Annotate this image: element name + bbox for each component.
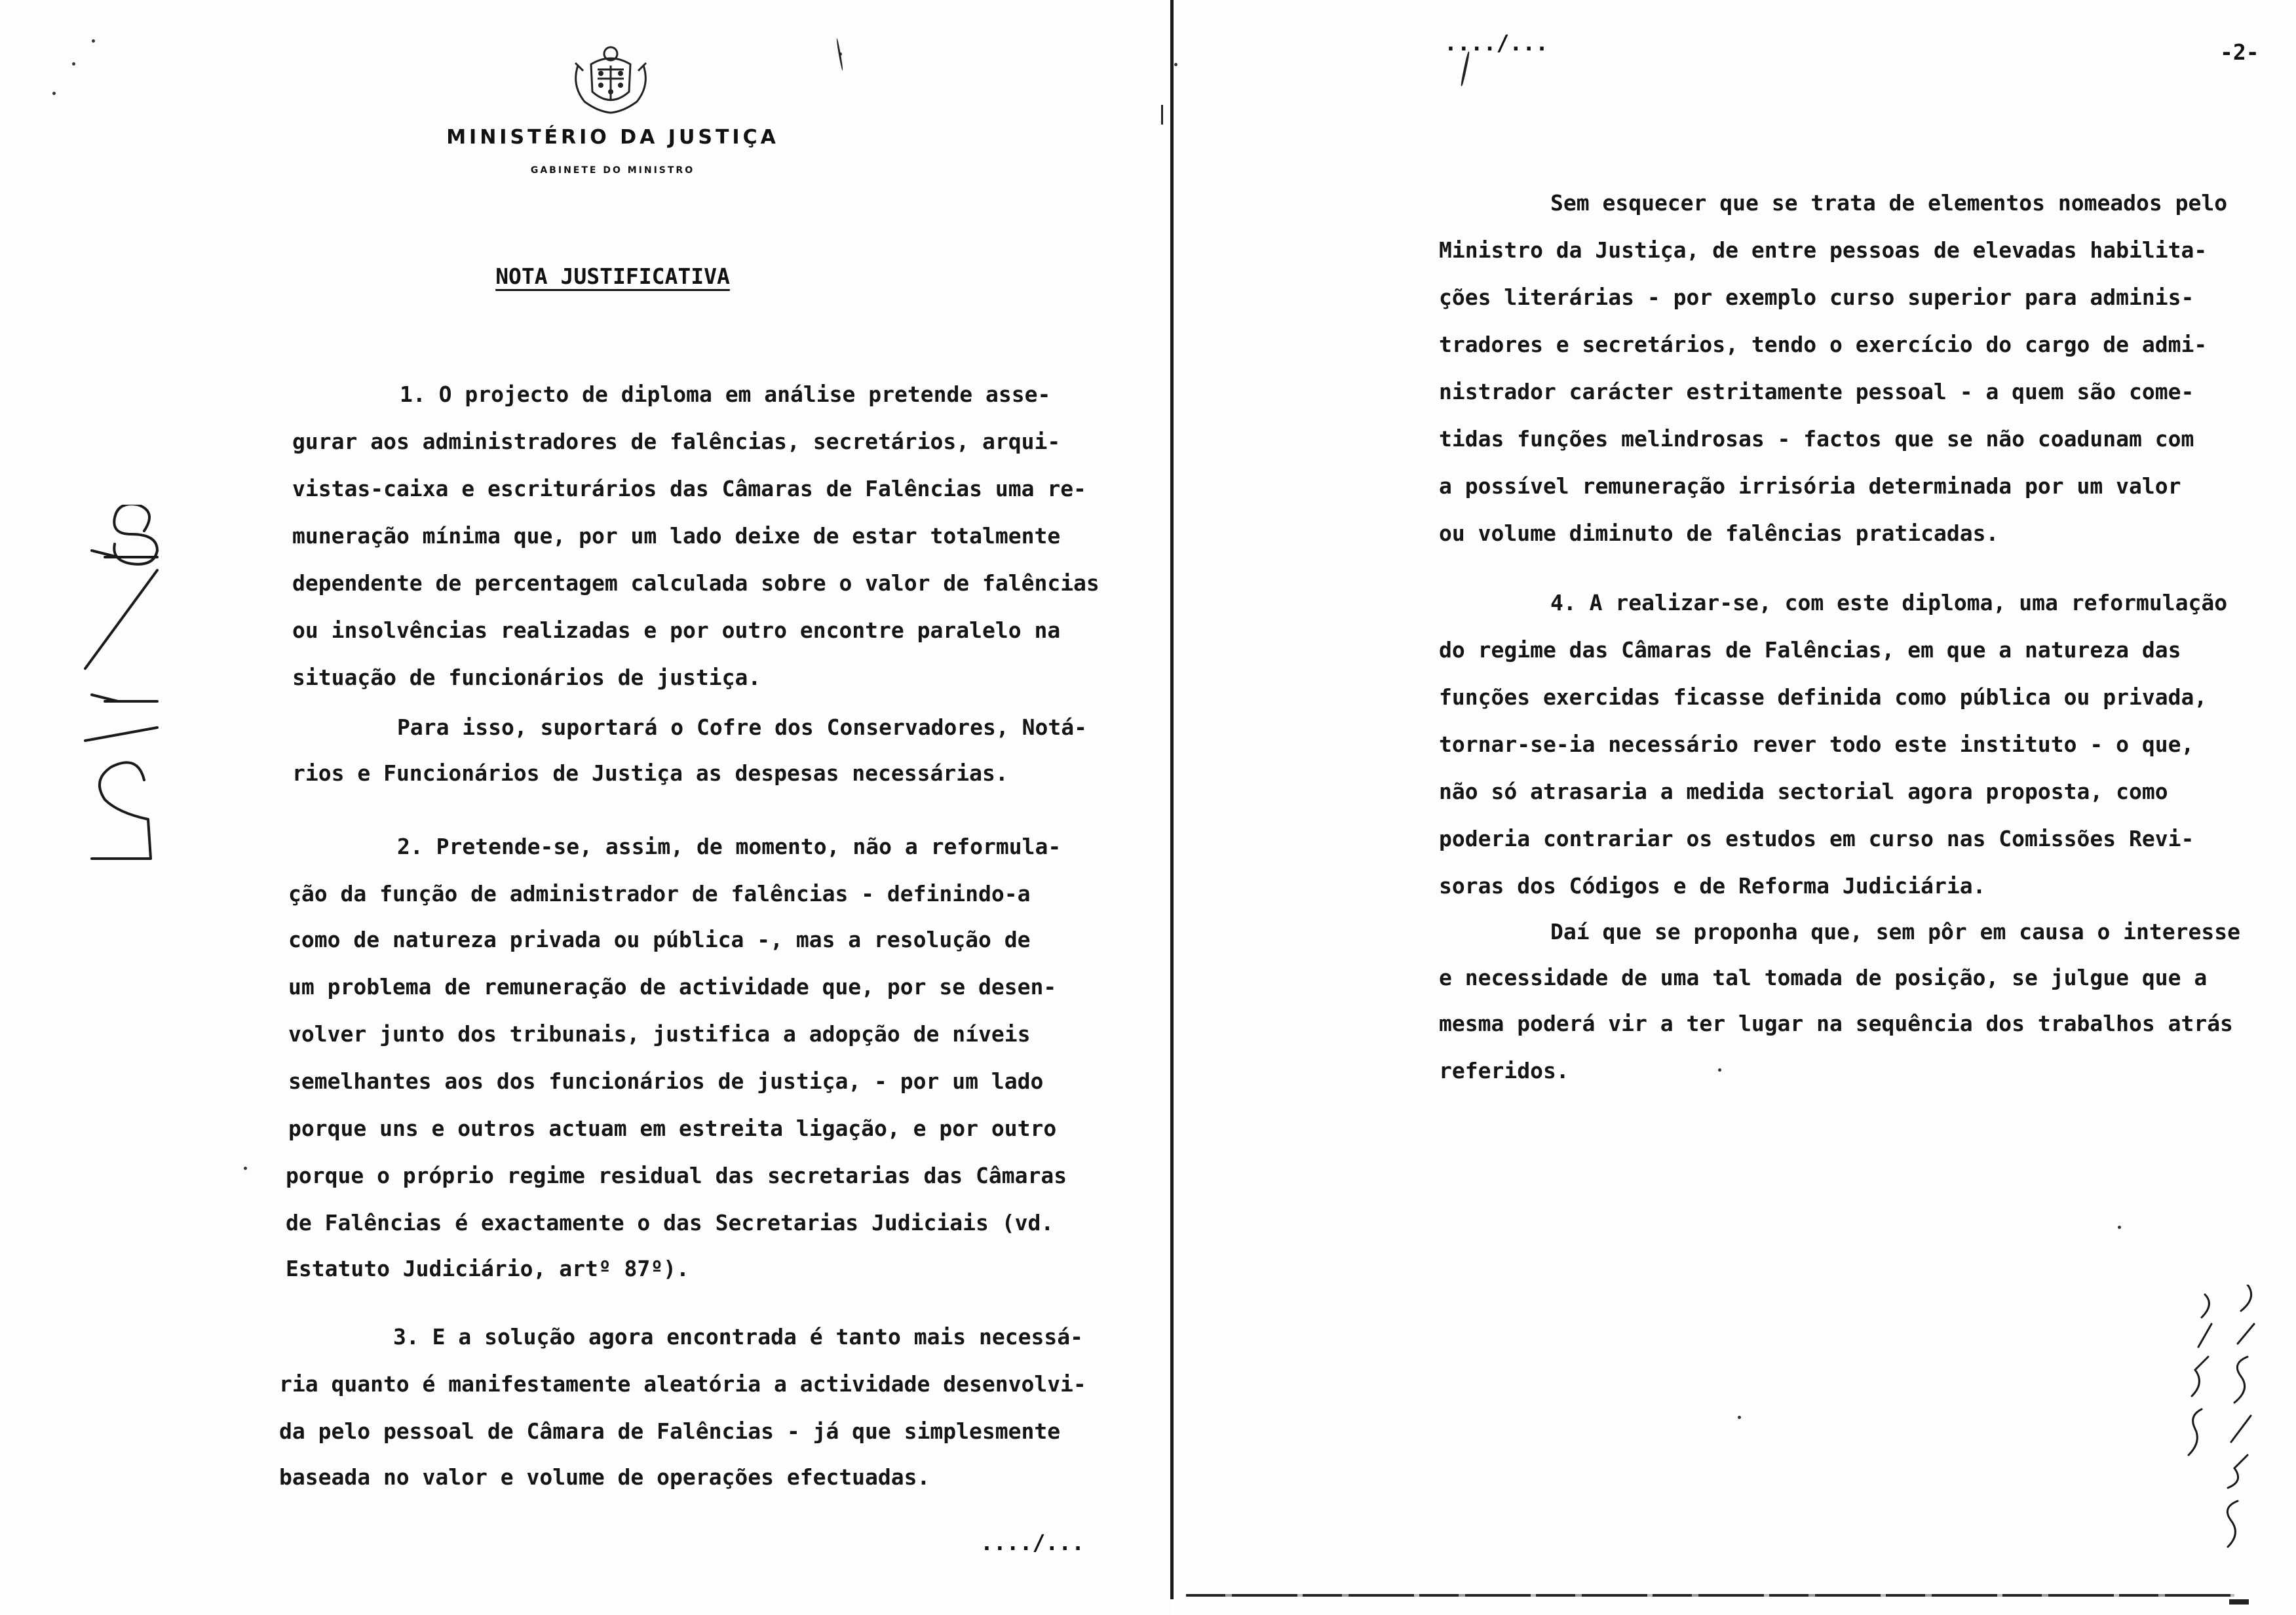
body-line: soras dos Códigos e de Reforma Judiciária. <box>1439 873 1986 899</box>
page-number: -2- <box>2220 39 2259 65</box>
handwritten-margin-note <box>2175 1285 2274 1560</box>
body-line: como de natureza privada ou pública -, mas a resolução de <box>288 927 1031 952</box>
body-line: 3. E a solução agora encontrada é tanto mais necessá- <box>393 1324 1083 1350</box>
scan-speck <box>2118 1226 2121 1229</box>
body-line: vistas-caixa e escriturários das Câmaras de Falências uma re- <box>292 476 1086 501</box>
scan-mark <box>2229 1599 2249 1605</box>
document-title: NOTA JUSTIFICATIVA <box>495 263 730 289</box>
body-line: Daí que se proponha que, sem pôr em causa o interesse <box>1550 919 2240 944</box>
scan-speck <box>72 62 75 66</box>
body-line: de Falências é exactamente o das Secretarias Judiciais (vd. <box>286 1210 1054 1236</box>
body-line: referidos. <box>1439 1058 1569 1083</box>
continuation-mark: ..../... <box>1444 30 1548 56</box>
right-page <box>1174 0 2296 1615</box>
body-line: muneração mínima que, por um lado deixe de estar totalmente <box>292 523 1061 549</box>
body-line: não só atrasaria a medida sectorial agora proposta, como <box>1439 779 2168 804</box>
body-line: Estatuto Judiciário, artº 87º). <box>286 1256 689 1281</box>
scan-speck <box>1718 1068 1721 1072</box>
body-line: porque o próprio regime residual das secretarias das Câmaras <box>286 1163 1067 1188</box>
body-line: do regime das Câmaras de Falências, em que a natureza das <box>1439 637 2181 663</box>
office-name: GABINETE DO MINISTRO <box>530 165 695 176</box>
body-line: 1. O projecto de diploma em análise pretende asse- <box>400 381 1051 407</box>
body-line: rios e Funcionários de Justiça as despesas necessárias. <box>292 760 1008 786</box>
body-line: ou insolvências realizadas e por outro encontre paralelo na <box>292 617 1061 643</box>
page-divider <box>1170 0 1174 1599</box>
body-line: 2. Pretende-se, assim, de momento, não a reformula- <box>397 834 1062 859</box>
body-line: Para isso, suportará o Cofre dos Conservadores, Notá- <box>397 714 1087 740</box>
body-line: a possível remuneração irrisória determinada por um valor <box>1439 473 2181 499</box>
scan-speck <box>52 92 56 95</box>
body-line: da pelo pessoal de Câmara de Falências - já que simplesmente <box>279 1418 1061 1444</box>
body-line: poderia contrariar os estudos em curso nas Comissões Revi- <box>1439 826 2194 851</box>
body-line: funções exercidas ficasse definida como pública ou privada, <box>1439 684 2208 710</box>
body-line: tidas funções melindrosas - factos que se não coadunam com <box>1439 426 2194 452</box>
scan-speck <box>92 39 95 43</box>
scan-speck <box>1738 1416 1741 1419</box>
body-line: gurar aos administradores de falências, secretários, arqui- <box>292 429 1061 454</box>
body-line: tradores e secretários, tendo o exercício do cargo de admi- <box>1439 332 2208 357</box>
body-line: Sem esquecer que se trata de elementos nomeados pelo <box>1550 190 2228 216</box>
body-line: situação de funcionários de justiça. <box>292 665 761 690</box>
coat-of-arms-icon <box>565 39 657 118</box>
scan-mark <box>1161 105 1163 125</box>
body-line: mesma poderá vir a ter lugar na sequência dos trabalhos atrás <box>1439 1011 2233 1036</box>
handwritten-process-number <box>66 505 170 872</box>
scan-mark <box>836 38 844 71</box>
scan-speck <box>1174 63 1177 66</box>
body-line: dependente de percentagem calculada sobre o valor de falências <box>292 570 1100 596</box>
body-line: baseada no valor e volume de operações efectuadas. <box>279 1464 930 1490</box>
scan-border-line <box>1186 1594 2234 1597</box>
body-line: um problema de remuneração de actividade que, por se desen- <box>288 974 1057 1000</box>
continuation-mark: ..../... <box>980 1530 1084 1555</box>
body-line: ção da função de administrador de falências - definindo-a <box>288 881 1031 906</box>
scan-speck <box>244 1167 247 1170</box>
body-line: tornar-se-ia necessário rever todo este instituto - o que, <box>1439 731 2194 757</box>
body-line: volver junto dos tribunais, justifica a adopção de níveis <box>288 1021 1031 1047</box>
body-line: 4. A realizar-se, com este diploma, uma reformulação <box>1550 590 2228 615</box>
scan-mark <box>1460 51 1470 87</box>
body-line: semelhantes aos dos funcionários de justiça, - por um lado <box>288 1068 1044 1094</box>
body-line: e necessidade de uma tal tomada de posição, se julgue que a <box>1439 965 2208 990</box>
body-line: ou volume diminuto de falências praticadas. <box>1439 520 1999 546</box>
ministry-name: MINISTÉRIO DA JUSTIÇA <box>446 126 779 149</box>
body-line: ria quanto é manifestamente aleatória a actividade desenvolvi- <box>279 1371 1086 1397</box>
body-line: porque uns e outros actuam em estreita ligação, e por outro <box>288 1116 1057 1141</box>
body-line: Ministro da Justiça, de entre pessoas de elevadas habilita- <box>1439 237 2208 263</box>
body-line: ções literárias - por exemplo curso superior para adminis- <box>1439 284 2194 310</box>
body-line: nistrador carácter estritamente pessoal - a quem são come- <box>1439 379 2194 404</box>
